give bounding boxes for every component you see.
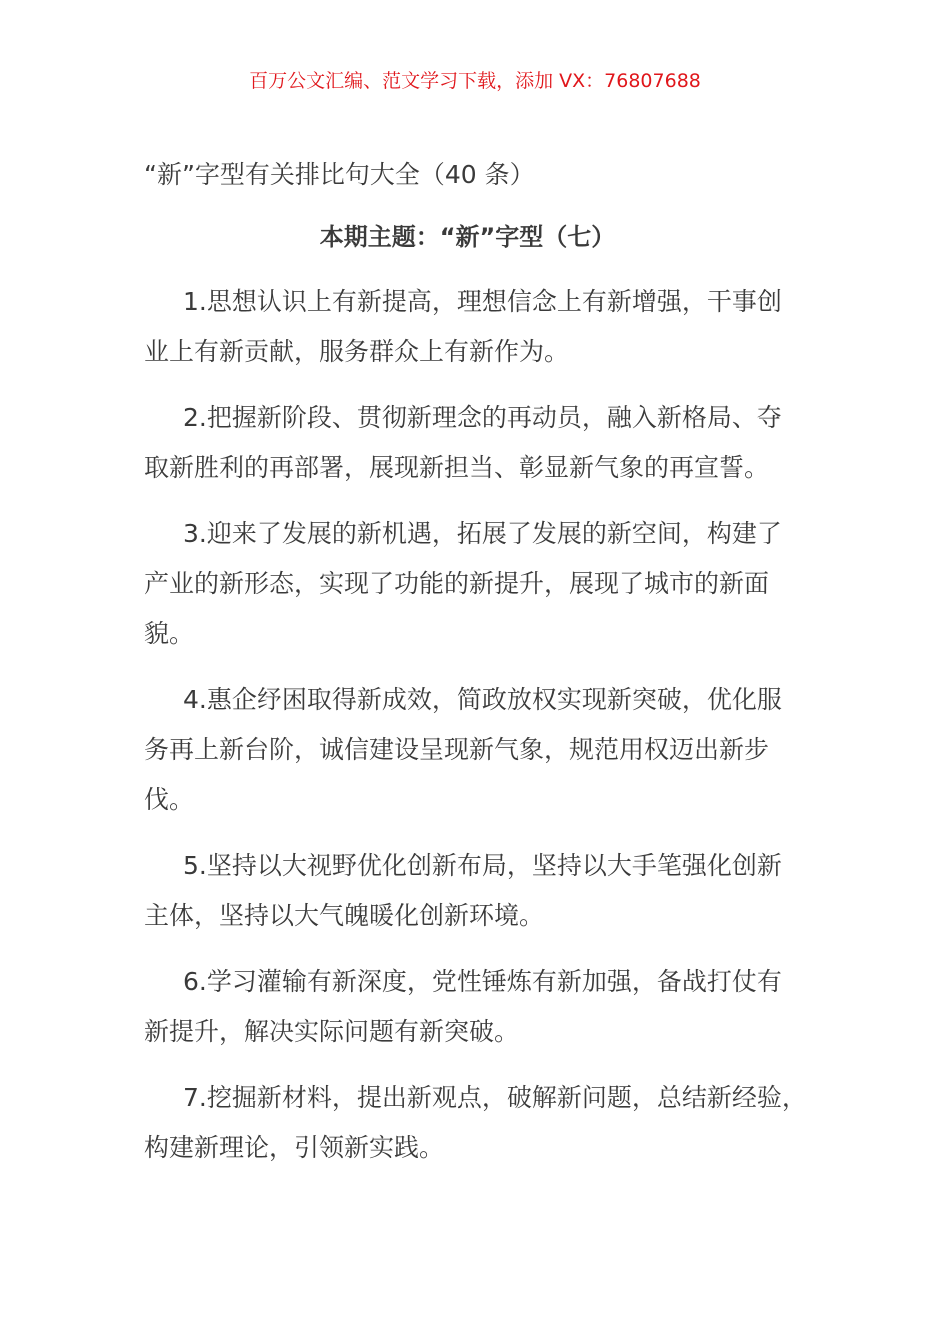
paragraph-line: 务再上新台阶，诚信建设呈现新气象，规范用权迈出新步: [144, 735, 770, 764]
paragraph-1: [144, 277, 844, 377]
paragraph-line: 主体，坚持以大气魄暖化创新环境。: [144, 901, 545, 930]
paragraph-line: 产业的新形态，实现了功能的新提升，展现了城市的新面: [144, 569, 770, 598]
paragraph-line: 新提升，解决实际问题有新突破。: [144, 1017, 520, 1046]
paragraph-line: 取新胜利的再部署，展现新担当、彰显新气象的再宣誓。: [144, 453, 770, 482]
document-body: [144, 277, 844, 1189]
paragraph-line: 5.坚持以大视野优化创新布局，坚持以大手笔强化创新: [183, 851, 782, 880]
paragraph-line: 7.挖掘新材料，提出新观点，破解新问题，总结新经验，: [183, 1083, 807, 1112]
document-title: “新”字型有关排比句大全（40 条）: [144, 160, 535, 189]
paragraph-3: [144, 509, 844, 659]
paragraph-line: 2.把握新阶段、贯彻新理念的再动员，融入新格局、夺: [183, 403, 782, 432]
document-subtitle: 本期主题：“新”字型（七）: [319, 223, 616, 251]
paragraph-line: 构建新理论，引领新实践。: [144, 1133, 445, 1162]
paragraph-line: 1.思想认识上有新提高，理想信念上有新增强，干事创: [183, 287, 782, 316]
paragraph-6: [144, 957, 844, 1057]
paragraph-4: [144, 675, 844, 825]
paragraph-line: 6.学习灌输有新深度，党性锤炼有新加强，备战打仗有: [183, 967, 782, 996]
paragraph-line: 4.惠企纾困取得新成效，简政放权实现新突破，优化服: [183, 685, 782, 714]
paragraph-5: [144, 841, 844, 941]
paragraph-line: 业上有新贡献，服务群众上有新作为。: [144, 337, 570, 366]
paragraph-line: 伐。: [144, 785, 195, 814]
paragraph-line: 貌。: [144, 619, 195, 648]
watermark-header: 百万公文汇编、范文学习下载，添加 VX：76807688: [249, 70, 701, 92]
paragraph-2: [144, 393, 844, 493]
paragraph-7: [144, 1073, 844, 1173]
paragraph-line: 3.迎来了发展的新机遇，拓展了发展的新空间，构建了: [183, 519, 782, 548]
